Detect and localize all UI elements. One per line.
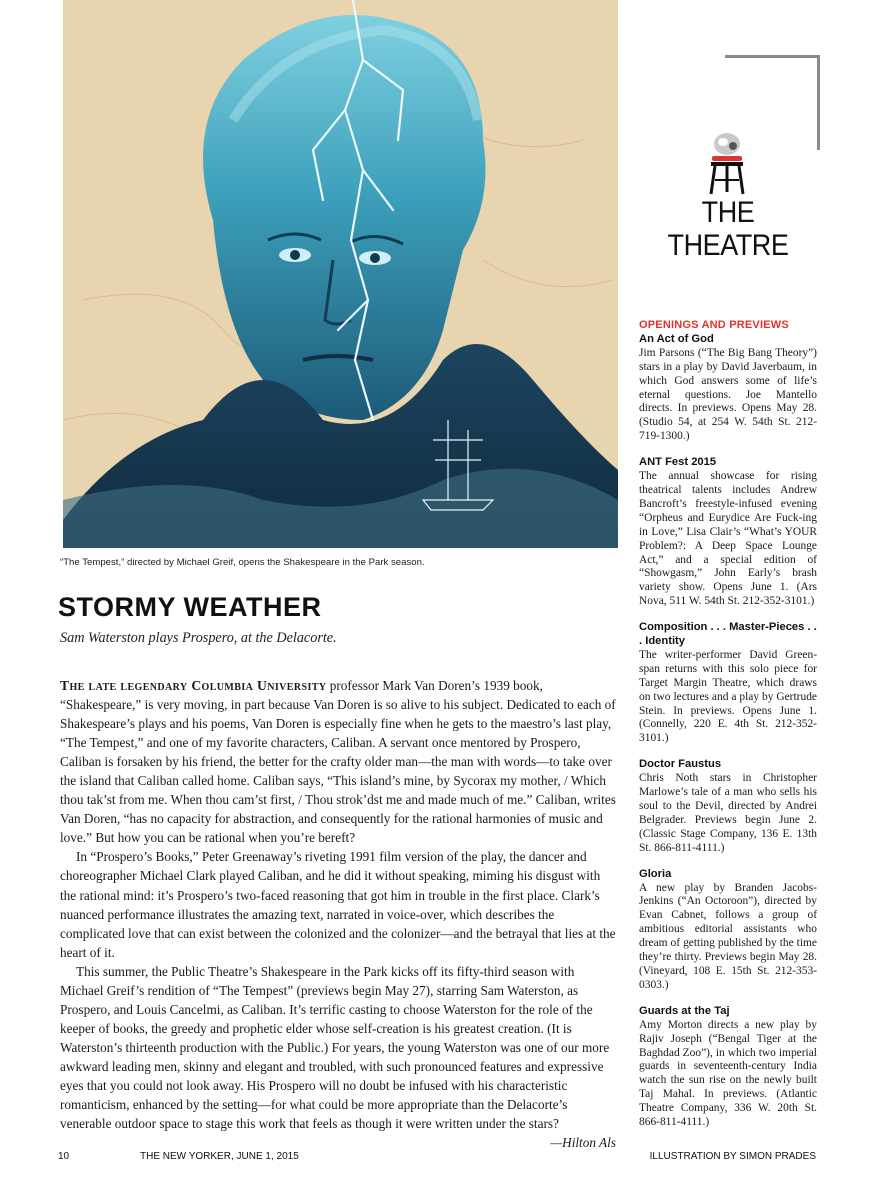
listing-title: Composition . . . Master-Pieces . . . Identity xyxy=(639,621,817,648)
article-paragraph: In “Prospero’s Books,” Peter Greenaway’s riveting 1991 film version of the play, the dancer and choreographer Michael Clark played Caliban, and he did it without speaking, miming his disgust with the rational mind: it’s Prospero’s two-faced reasoning that got him in trouble in the first place. Clark’s nuanced performance illustrates the amazing text, narrated in voice-over, which describes the complicated love that can exist between the colonized and the colonizer—and the betrayal that lies at the heart of it. xyxy=(60,849,616,960)
listing-entry xyxy=(639,758,817,855)
listings-column xyxy=(639,319,817,1142)
article-leadin: The late legendary Columbia University xyxy=(60,678,327,693)
illustration-caption: “The Tempest,” directed by Michael Greif, opens the Shakespeare in the Park season. xyxy=(60,557,425,568)
article-paragraph-text: professor Mark Van Doren’s 1939 book, “Shakespeare,” is very moving, in part because Van Doren is so alive to his subject. Dedicated to each of Shakespeare’s plays and his poems, Van Doren is especially fine when he gets to the maestro’s last play, “The Tempest,” and one of my favorite characters, Caliban. A servant once mentored by Prospero, Caliban is forsaken by his friend, the better for the crafty older man—the man with words—to take over the island that Caliban called home. Caliban says, “This island’s mine, by Sycorax my mother, / Which thou tak’st from me. When thou cam’st first, / Thou strok’dst me and made much of me.” Caliban, writes Van Doren, “has no capacity for abstraction, and consequently for the rational harmonies of music and love.” But how you can be rational when you’re bereft? xyxy=(60,678,616,846)
article-paragraph xyxy=(60,676,616,847)
magazine-folio: THE NEW YORKER, JUNE 1, 2015 xyxy=(140,1151,299,1162)
listing-title: Guards at the Taj xyxy=(639,1004,730,1017)
article-headline: STORMY WEATHER xyxy=(58,592,322,622)
listing-title: Doctor Faustus xyxy=(639,758,722,771)
illustration-credit: ILLUSTRATION BY SIMON PRADES xyxy=(649,1151,816,1162)
page-number: 10 xyxy=(58,1151,70,1162)
listing-entry xyxy=(639,868,817,993)
listing-text: Amy Morton directs a new play by Rajiv Joseph (“Bengal Tiger at the Baghdad Zoo”), in which two imperial guards in seventeenth-century India watch the sun rise on the newly built Taj Mahal. In previews. (Atlantic Theatre Company, 336 W. 20th St. 866-811-4111.) xyxy=(639,1018,817,1129)
section-title-line: THE xyxy=(701,196,755,229)
listing-title: Gloria xyxy=(639,867,672,880)
article-paragraph: This summer, the Public Theatre’s Shakespeare in the Park kicks off its fifty-third season with Michael Greif’s rendition of “The Tempest” (previews begin May 27), starring Sam Waterston, as Prospero, and Louis Cancelmi, as Caliban. It’s terrific casting to choose Waterston for the role of the keeper of books, the greedy and prophetic elder whose self-creation is his greatest creation. (It is Waterston’s thirteenth production with the Public.) For years, the young Waterston was one of our more awkward leading men, skinny and elegant and troubled, with such pronounced features and expressive eyes that you could not look away. His Prospero will no doubt be infused with his characteristic romanticism, enhanced by the setting—for what could be more appropriate than the Delacorte’s venerable outdoor space to stage this work that feels as though it were written under the stars? xyxy=(60,963,610,1132)
listing-title: An Act of God xyxy=(639,332,714,345)
section-title xyxy=(649,196,807,262)
listing-text: The annual showcase for rising theatrical talents includes Andrew Bancroft’s freestyle-infused evening “Orpheus and Eurydice Are Fuck-ing in Love,” Lisa Clair’s “What’s YOUR Problem?: A Deep Space Lounge Act,” and a special edition of “Showgasm,” John Early’s brash variety show. Opens June 1. (Ars Nova, 511 W. 54th St. 212-352-3101.) xyxy=(639,470,817,608)
listing-entry xyxy=(639,456,817,609)
article-dek: Sam Waterston plays Prospero, at the Delacorte. xyxy=(60,630,337,646)
listing-text: Jim Parsons (“The Big Bang Theory”) stars in a play by David Javerbaum, in which God answers some of life’s eternal questions. Joe Mantello directs. In previews. Opens May 28. (Studio 54, at 254 W. 54th St. 212-719-1300.) xyxy=(639,346,817,443)
article-body xyxy=(60,676,616,1152)
listing-entry xyxy=(639,1005,817,1130)
listing-entry xyxy=(639,621,817,746)
listing-entry xyxy=(639,333,817,444)
listing-text: The writer-performer David Green-span returns with this solo piece for Target Margin Theatre, which draws on two lectures and a play by Gertrude Stein. In previews. Opens June 1. (Connelly, 220 E. 4th St. 212-352-3101.) xyxy=(639,648,817,745)
listing-title: ANT Fest 2015 xyxy=(639,456,717,469)
article-byline: —Hilton Als xyxy=(550,1135,616,1151)
listings-kicker: OPENINGS AND PREVIEWS xyxy=(639,319,789,331)
listing-text: Chris Noth stars in Christopher Marlowe’s tale of a man who sells his soul to the Devil, directed by Andrei Belgrader. Previews begin June 2. (Classic Stage Company, 136 E. 13th St. 866-811-4111.) xyxy=(639,772,817,854)
article-illustration xyxy=(63,0,618,548)
theatre-stool-icon xyxy=(703,132,751,196)
section-title-line: THEATRE xyxy=(667,229,789,262)
listing-text: A new play by Branden Jacobs-Jenkins (“An Octoroon”), directed by Evan Cabnet, follows a group of ambitious editorial assistants who dream of getting published by the time they’re thirty. Previews begin May 28. (Vineyard, 108 E. 15th St. 212-353-0303.) xyxy=(639,881,817,991)
